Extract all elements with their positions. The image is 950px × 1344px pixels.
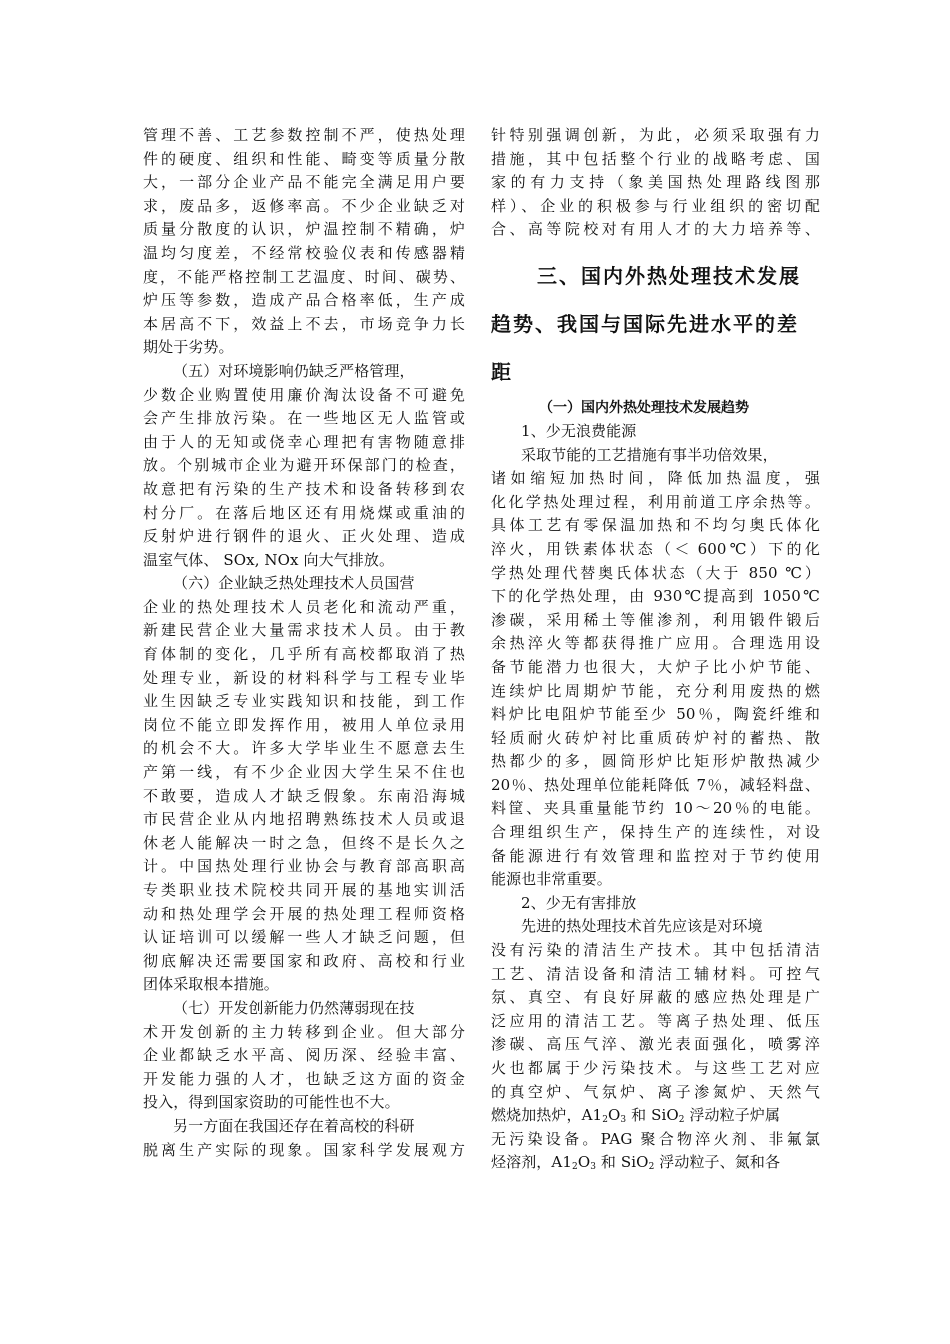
text-line: 度，不能严格控制工艺温度、时间、碳势、 bbox=[143, 267, 465, 286]
text-line: 样）、企业的积极参与行业组织的密切配 bbox=[491, 196, 820, 215]
text-line: 另一方面在我国还存在着高校的科研 bbox=[173, 1116, 415, 1135]
text-line: 料炉比电阻炉节能至少 50％，陶瓷纤维和 bbox=[491, 705, 820, 724]
text-line: 20％、热处理单位能耗降低 7％，减轻料盘、 bbox=[491, 775, 820, 794]
text-line: 管理不善、工艺参数控制不严，使热处理 bbox=[143, 126, 465, 144]
text-line: 计。中国热处理行业协会与教育部高职高 bbox=[143, 857, 465, 876]
text-fragment: 和 SiO bbox=[626, 1106, 679, 1125]
text-line: 反射炉进行钢件的退火、正火处理、造成 bbox=[143, 527, 465, 546]
text-line: 备节能潜力也很大，大炉子比小炉节能、 bbox=[491, 657, 820, 676]
text-fragment: 燃烧加热炉，A1 bbox=[491, 1106, 603, 1125]
text-fragment: 浮动粒子、氮和各 bbox=[654, 1153, 781, 1172]
text-line: 业生因缺乏专业实践知识和技能，到工作 bbox=[143, 692, 465, 711]
text-line: 大，一部分企业产品不能完全满足用户要 bbox=[143, 173, 465, 192]
text-line: 轻质耐火砖炉衬比重质砖炉衬的蓄热、散 bbox=[491, 728, 820, 747]
subscript: 2 bbox=[678, 1115, 685, 1126]
text-line: 脱离生产实际的现象。国家科学发展观方 bbox=[143, 1140, 465, 1159]
text-line: 认证培训可以缓解一些人才缺乏问题，但 bbox=[143, 928, 465, 947]
text-fragment: O bbox=[577, 1153, 591, 1172]
text-line: 针特别强调创新，为此，必须采取强有力 bbox=[491, 126, 820, 144]
text-line: 的机会不大。许多大学毕业生不愿意去生 bbox=[143, 739, 465, 758]
text-line: 泛应用的清洁工艺。等离子热处理、低压 bbox=[491, 1011, 820, 1030]
right-column bbox=[491, 124, 820, 1175]
section-title-6: （六）企业缺乏热处理技术人员国营 bbox=[173, 574, 415, 593]
subsection-heading: （一）国内外热处理技术发展趋势 bbox=[539, 399, 749, 416]
text-line: 先进的热处理技术首先应该是对环境 bbox=[521, 917, 763, 936]
text-line: 件的硬度、组织和性能、畸变等质量分散 bbox=[143, 149, 465, 168]
text-line: 产第一线，有不少企业因大学生呆不住也 bbox=[143, 763, 465, 782]
section-heading: 距 bbox=[491, 359, 513, 384]
text-line: 学热处理代替奥氏体状态（大于 850 ℃） bbox=[491, 563, 820, 582]
text-line: 温室气体、 SOx, NOx 向大气排放。 bbox=[143, 550, 395, 569]
text-line: 具体工艺有零保温加热和不均匀奥氏体化 bbox=[491, 516, 820, 535]
text-line: 处理专业，新设的材料科学与工程专业毕 bbox=[143, 668, 465, 687]
text-line: 合、高等院校对有用人才的大力培养等、 bbox=[491, 220, 820, 239]
text-line: 热都少的多，圆筒形炉比矩形炉散热减少 bbox=[491, 752, 820, 771]
text-line: 会产生排放污染。在一些地区无人监管或 bbox=[143, 409, 465, 428]
subscript: 3 bbox=[620, 1115, 627, 1126]
text-line: 渗碳、高压气淬、激光表面强化，喷雾淬 bbox=[491, 1035, 820, 1054]
text-line: 氛、真空、有良好屏蔽的感应热处理是广 bbox=[491, 988, 820, 1007]
text-line: 术开发创新的主力转移到企业。但大部分 bbox=[143, 1022, 465, 1041]
left-column bbox=[143, 124, 465, 1162]
text-line: 的真空炉、气氛炉、离子渗氮炉、天然气 bbox=[491, 1082, 820, 1101]
text-line: 新建民营企业大量需求技术人员。由于教 bbox=[143, 621, 465, 640]
text-line: 市民营企业从内地招聘熟练技术人员或退 bbox=[143, 810, 465, 829]
text-line: 炉压等参数，造成产品合格率低，生产成 bbox=[143, 291, 465, 310]
text-line: 淬火，用铁素体状态（＜ 600℃）下的化 bbox=[491, 539, 820, 558]
subscript: 2 bbox=[571, 1162, 578, 1173]
text-line: 企业都缺乏水平高、阅历深、经验丰富、 bbox=[143, 1046, 465, 1065]
text-line: 能源也非常重要。 bbox=[491, 870, 612, 889]
text-line: 不敢要，造成人才缺乏假象。东南沿海城 bbox=[143, 786, 465, 805]
subscript: 2 bbox=[602, 1115, 609, 1126]
text-line: 渗碳，采用稀土等催渗剂，利用锻件锻后 bbox=[491, 610, 820, 629]
text-line: 火也都属于少污染技术。与这些工艺对应 bbox=[491, 1059, 820, 1077]
item-title: 1、少无浪费能源 bbox=[521, 421, 637, 440]
item-title: 2、少无有害排放 bbox=[521, 893, 637, 912]
text-line: 化化学热处理过程，利用前道工序余热等。 bbox=[491, 492, 820, 511]
text-line: 没有污染的清洁生产技术。其中包括清洁 bbox=[491, 941, 820, 960]
text-line: 本居高不下，效益上不去，市场竞争力长 bbox=[143, 314, 465, 333]
text-line: 诸如缩短加热时间，降低加热温度，强 bbox=[491, 469, 820, 488]
text-fragment: 和 SiO bbox=[596, 1153, 649, 1172]
text-line: 余热淬火等都获得推广应用。合理选用设 bbox=[491, 634, 820, 653]
text-line: 开发能力强的人才，也缺乏这方面的资金 bbox=[143, 1069, 465, 1088]
text-line: 彻底解决还需要国家和政府、高校和行业 bbox=[143, 951, 465, 970]
text-line: 专类职业技术院校共同开展的基地实训活 bbox=[143, 881, 465, 899]
text-line: 少数企业购置使用廉价淘汰设备不可避免 bbox=[143, 385, 465, 404]
subscript: 2 bbox=[648, 1162, 655, 1173]
subscript: 3 bbox=[590, 1162, 597, 1173]
text-fragment: O bbox=[608, 1106, 621, 1125]
text-line: 料筐、夹具重量能节约 10～20％的电能。 bbox=[491, 799, 820, 818]
section-title-5: （五）对环境影响仍缺乏严格管理， bbox=[173, 361, 415, 380]
text-line: 家的有力支持（象美国热处理路线图那 bbox=[491, 173, 820, 192]
text-line: 求，废品多，返修率高。不少企业缺乏对 bbox=[143, 196, 465, 215]
text-line: 村分厂。在落后地区还有用烧煤或重油的 bbox=[143, 503, 465, 522]
text-line: 备能源进行有效管理和监控对于节约使用 bbox=[491, 846, 820, 865]
text-line: 放。个别城市企业为避开环保部门的检查， bbox=[143, 456, 465, 475]
chem-formula-line bbox=[491, 1151, 820, 1175]
text-line: 由于人的无知或侥幸心理把有害物随意排 bbox=[143, 432, 465, 451]
text-line: 投入，得到国家资助的可能性也不大。 bbox=[143, 1093, 400, 1112]
text-line: 合理组织生产，保持生产的连续性，对设 bbox=[491, 823, 820, 842]
text-line: 连续炉比周期炉节能，充分利用废热的燃 bbox=[491, 681, 820, 700]
text-line: 采取节能的工艺措施有事半功倍效果， bbox=[521, 445, 778, 464]
text-line: 下的化学热处理，由 930℃提高到 1050℃ bbox=[491, 587, 820, 606]
text-line: 工艺、清洁设备和清洁工辅材料。可控气 bbox=[491, 964, 820, 983]
text-line: 岗位不能立即发挥作用，被用人单位录用 bbox=[143, 715, 465, 734]
text-line: 无污染设备。PAG 聚合物淬火剂、非氟氯 bbox=[491, 1129, 820, 1148]
text-fragment: 浮动粒子炉属 bbox=[684, 1106, 781, 1125]
chem-formula-line bbox=[491, 1104, 820, 1128]
text-fragment: 烃溶剂，A1 bbox=[491, 1153, 572, 1172]
text-line: 动和热处理学会开展的热处理工程师资格 bbox=[143, 904, 465, 923]
text-line: 期处于劣势。 bbox=[143, 338, 234, 357]
text-line: 休老人能解决一时之急，但终不是长久之 bbox=[143, 833, 465, 852]
text-line: 温均匀度差，不经常校验仪表和传感器精 bbox=[143, 243, 465, 262]
text-line: 故意把有污染的生产技术和设备转移到农 bbox=[143, 479, 465, 498]
section-heading: 三、国内外热处理技术发展 bbox=[537, 263, 801, 288]
text-line: 企业的热处理技术人员老化和流动严重， bbox=[143, 597, 465, 616]
section-title-7: （七）开发创新能力仍然薄弱现在技 bbox=[173, 998, 415, 1017]
text-line: 团体采取根本措施。 bbox=[143, 975, 279, 994]
text-line: 育体制的变化，几乎所有高校都取消了热 bbox=[143, 645, 465, 664]
text-line: 质量分散度的认识，炉温控制不精确，炉 bbox=[143, 220, 465, 239]
text-line: 措施，其中包括整个行业的战略考虑、国 bbox=[491, 149, 820, 168]
section-heading: 趋势、我国与国际先进水平的差 bbox=[491, 311, 799, 336]
